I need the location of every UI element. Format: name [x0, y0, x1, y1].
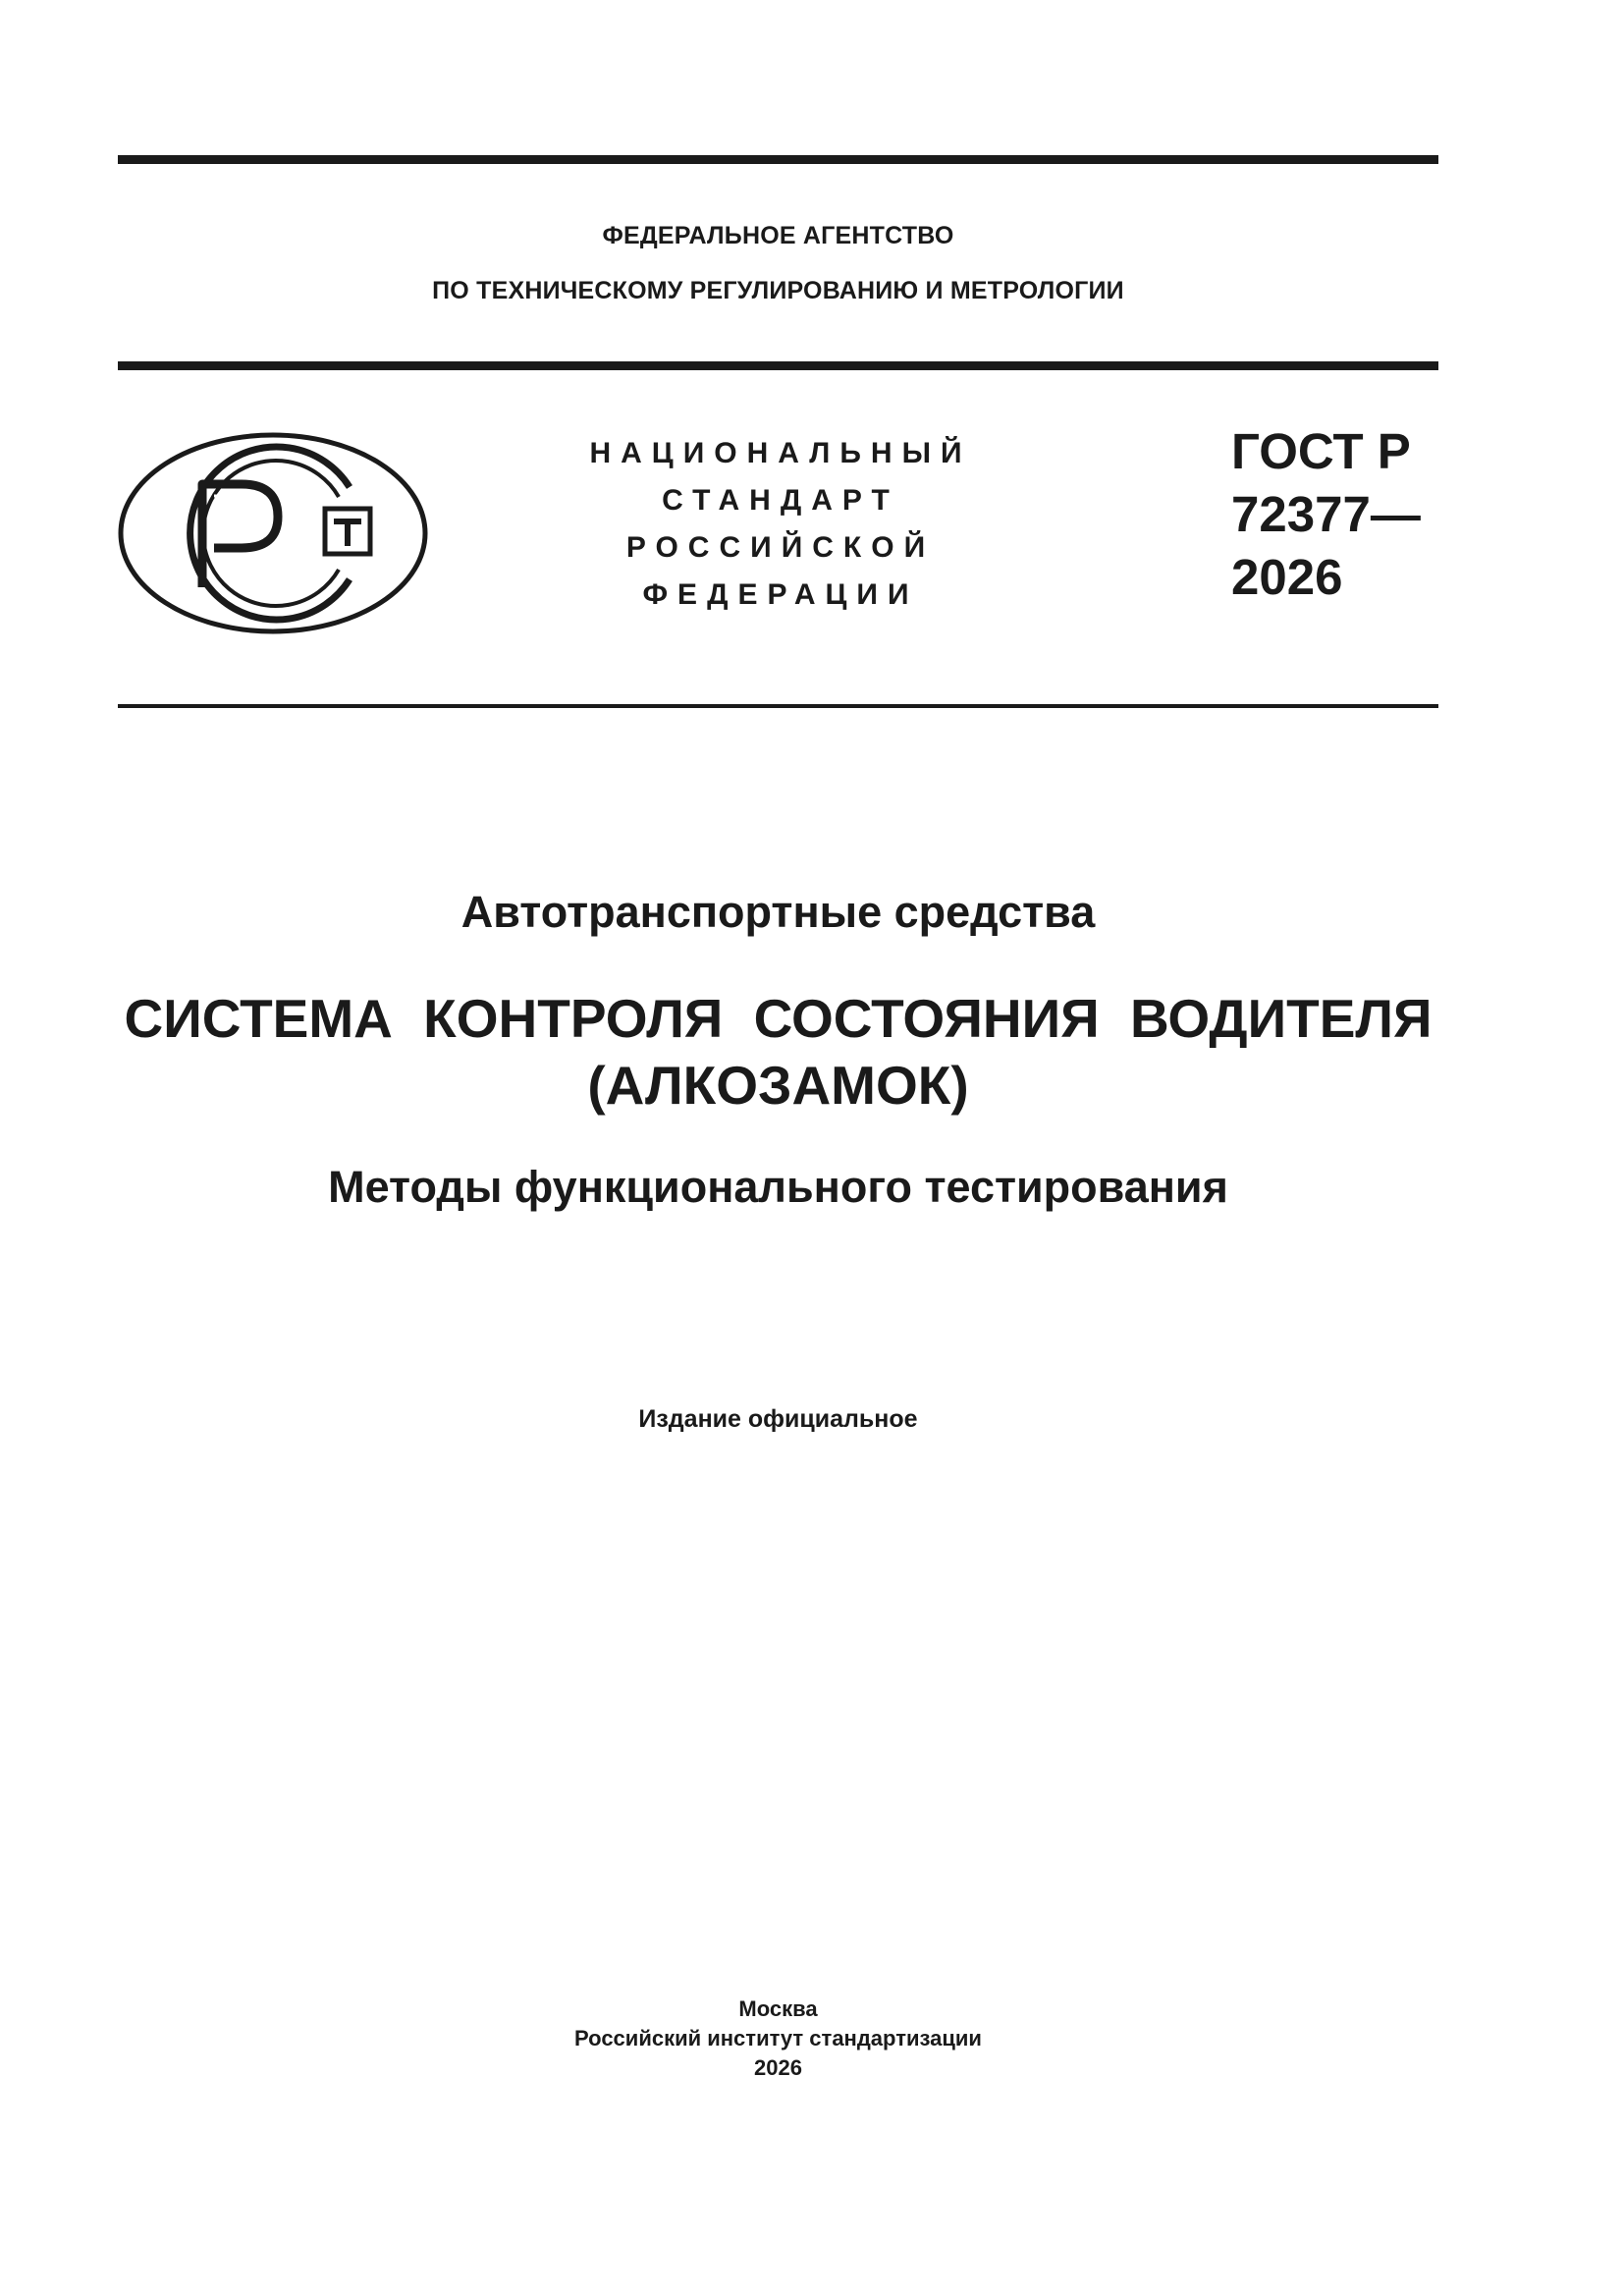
designation-line-2: 72377—: [1231, 486, 1421, 542]
document-title: [118, 985, 1438, 1119]
agency-name-line-1: ФЕДЕРАЛЬНОЕ АГЕНТСТВО: [602, 222, 954, 249]
national-standard-line: ФЕДЕРАЦИИ: [642, 578, 919, 611]
imprint-city: Москва: [738, 1996, 818, 2021]
national-standard-label: [530, 430, 1031, 619]
document-title-line-2: (АЛКОЗАМОК): [587, 1055, 969, 1116]
publisher-imprint: [0, 1995, 1556, 2083]
rst-logo: [116, 430, 430, 636]
middle-rule: [118, 361, 1438, 370]
imprint-year: 2026: [754, 2055, 802, 2080]
national-standard-line: СТАНДАРТ: [662, 484, 899, 517]
national-standard-line: РОССИЙСКОЙ: [625, 531, 936, 564]
designation-line-3: 2026: [1231, 549, 1343, 605]
agency-name-line-2: ПО ТЕХНИЧЕСКОМУ РЕГУЛИРОВАНИЮ И МЕТРОЛОГИИ: [432, 277, 1124, 304]
national-standard-line: НАЦИОНАЛЬНЫЙ: [589, 437, 972, 469]
document-methods-subtitle: Методы функционального тестирования: [328, 1162, 1228, 1212]
document-subtitle: Автотранспортные средства: [460, 887, 1096, 937]
document-title-line-1: СИСТЕМА КОНТРОЛЯ СОСТОЯНИЯ ВОДИТЕЛЯ: [124, 988, 1433, 1049]
top-rule: [118, 155, 1438, 164]
designation-line-1: ГОСТ Р: [1231, 423, 1411, 479]
bottom-rule: [118, 704, 1438, 708]
edition-note: Издание официальное: [638, 1405, 918, 1433]
standard-designation: [1231, 420, 1421, 609]
imprint-publisher: Российский институт стандартизации: [574, 2026, 982, 2050]
